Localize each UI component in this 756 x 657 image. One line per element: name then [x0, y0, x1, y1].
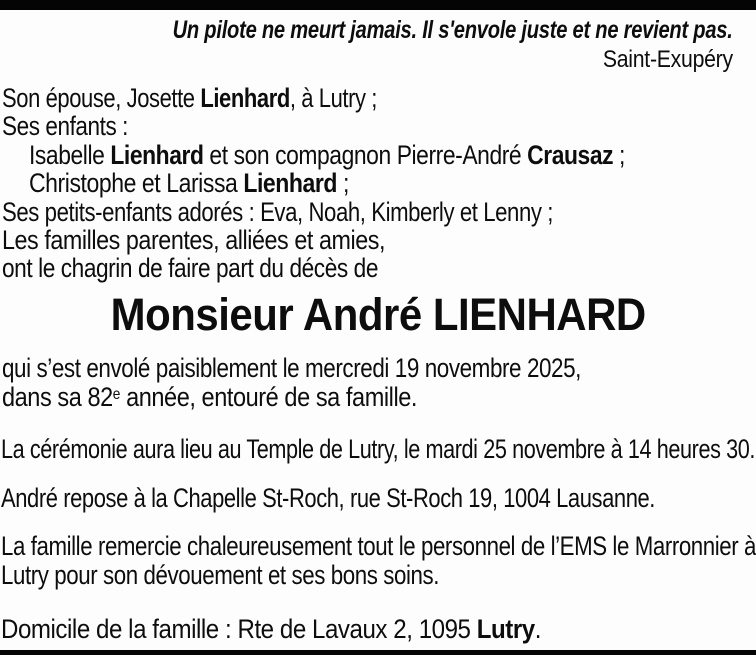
thanks-line1-text: La famille remercie chaleureusement tout le personnel de l’EMS le Marronnier à [1, 531, 756, 561]
domicile-line [1, 615, 606, 643]
repose-text: André repose à la Chapelle St-Roch, rue St-Roch 19, 1004 Lausanne. [1, 483, 655, 513]
announce-text: ont le chagrin de faire part du décès de [2, 253, 378, 283]
spouse-line-pre: Son épouse, Josette [2, 83, 201, 113]
child1-surname: Lienhard [110, 140, 204, 170]
age-ordinal-superscript: e [112, 386, 120, 404]
spouse-line-post: , à Lutry ; [289, 83, 377, 113]
child1-p2: et son compagnon Pierre-André [203, 140, 528, 170]
repose-line [1, 484, 756, 512]
child-line-2 [29, 169, 405, 197]
passing-line-1 [2, 354, 699, 382]
thanks-line-2 [1, 561, 531, 589]
families-line [2, 226, 446, 254]
grandchildren-line [2, 198, 674, 226]
spouse-line [2, 84, 463, 112]
epigraph-attribution [586, 47, 733, 72]
domicile-town: Lutry [476, 614, 535, 644]
thanks-line-1 [1, 532, 756, 560]
child2-surname: Lienhard [243, 168, 338, 198]
passing-line1-text: qui s’est envolé paisiblement le mercredi 19 novembre 2025, [2, 353, 581, 383]
ceremony-text: La cérémonie aura lieu au Temple de Lutry, le mardi 25 novembre à 14 heures 30. [1, 434, 755, 464]
spouse-line-surname: Lienhard [200, 83, 290, 113]
deceased-name: Monsieur André LIENHARD [110, 289, 646, 340]
child-line-1 [29, 141, 733, 169]
children-header-text: Ses enfants : [2, 111, 128, 141]
child1-p3: ; [613, 140, 625, 170]
epigraph-attribution-text: Saint-Exupéry [603, 46, 733, 73]
child1-p1: Isabelle [29, 140, 111, 170]
epigraph-quote [37, 17, 733, 43]
domicile-post: . [534, 614, 541, 644]
epigraph-quote-text: Un pilote ne meurt jamais. Il s'envole juste et ne revient pas. [173, 16, 733, 44]
announce-line [2, 254, 450, 282]
bottom-rule-bar [0, 650, 756, 655]
ceremony-line [1, 435, 756, 463]
thanks-line2-text: Lutry pour son dévouement et ses bons soins. [1, 560, 439, 590]
domicile-pre: Domicile de la famille : Rte de Lavaux 2, 1095 [1, 614, 477, 644]
families-text: Les familles parentes, alliées et amies, [2, 225, 385, 255]
child2-p1: Christophe et Larissa [29, 168, 244, 198]
passing-line-2 [2, 383, 478, 416]
children-header-line [2, 112, 153, 140]
age-post: année, entouré de sa famille. [119, 382, 418, 412]
child1-companion-surname: Crausaz [527, 140, 614, 170]
grandchildren-text: Ses petits-enfants adorés : Eva, Noah, Kimberly et Lenny ; [2, 197, 553, 227]
age-pre: dans sa 82 [2, 382, 113, 412]
top-rule-bar [0, 0, 756, 10]
deceased-name-row [0, 289, 756, 340]
child2-p2: ; [337, 168, 349, 198]
